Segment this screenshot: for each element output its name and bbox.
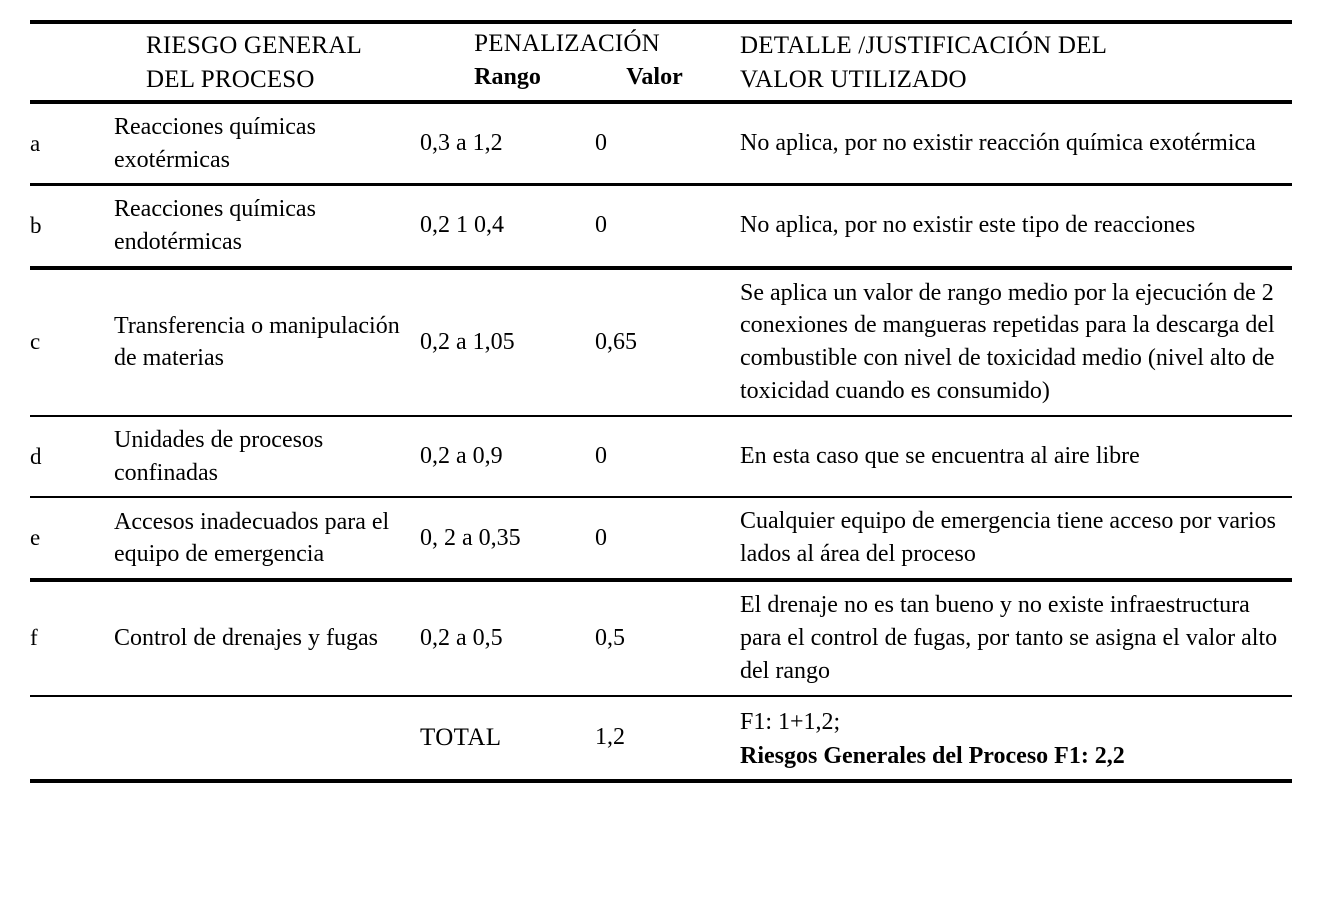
row-detalle: Se aplica un valor de rango medio por la ejecución de 2 conexiones de mangueras repetidas para la descarga del combustible con nivel de toxicidad medio (nivel alto de toxicidad cuando es consumido) <box>714 268 1292 417</box>
total-valor: 1,2 <box>595 696 714 781</box>
header-detalle-line2: VALOR UTILIZADO <box>740 65 967 93</box>
row-risk: Reacciones químicas endotérmicas <box>88 185 420 268</box>
row-risk: Accesos inadecuados para el equipo de emergencia <box>88 497 420 580</box>
row-valor: 0 <box>595 102 714 185</box>
total-detalle-line1: F1: 1+1,2; <box>740 708 841 735</box>
table-row <box>30 416 1292 497</box>
row-letter: b <box>30 185 88 268</box>
header-row <box>30 20 1292 102</box>
total-label: TOTAL <box>420 696 595 781</box>
total-detalle-line2: Riesgos Generales del Proceso F1: 2,2 <box>740 742 1125 769</box>
table-row <box>30 185 1292 268</box>
row-risk: Reacciones químicas exotérmicas <box>88 102 420 185</box>
header-risk <box>88 20 420 102</box>
header-detalle-line1: DETALLE /JUSTIFICACIÓN DEL <box>740 32 1108 59</box>
row-rango: 0,2 1 0,4 <box>420 185 595 268</box>
row-letter: f <box>30 580 88 696</box>
row-rango: 0,2 a 0,5 <box>420 580 595 696</box>
total-letter-spacer <box>30 696 88 781</box>
header-valor: Valor <box>626 63 683 90</box>
header-detalle <box>714 20 1292 102</box>
header-rango: Rango <box>474 63 541 90</box>
row-valor: 0 <box>595 185 714 268</box>
row-risk: Control de drenajes y fugas <box>88 580 420 696</box>
table-row <box>30 497 1292 580</box>
table-header <box>30 20 1292 102</box>
row-valor: 0,5 <box>595 580 714 696</box>
row-detalle: El drenaje no es tan bueno y no existe infraestructura para el control de fugas, por tanto se asigna el valor alto del rango <box>714 580 1292 696</box>
header-risk-line1: RIESGO GENERAL <box>146 32 362 59</box>
table-row <box>30 102 1292 185</box>
row-letter: c <box>30 268 88 417</box>
table-row <box>30 268 1292 417</box>
row-risk: Unidades de procesos confinadas <box>88 416 420 497</box>
table-row <box>30 580 1292 696</box>
row-detalle: En esta caso que se encuentra al aire libre <box>714 416 1292 497</box>
header-penalizacion: PENALIZACIÓN <box>474 29 660 57</box>
row-letter: e <box>30 497 88 580</box>
row-detalle: No aplica, por no existir este tipo de reacciones <box>714 185 1292 268</box>
risk-penalty-table <box>30 20 1292 783</box>
header-letter-spacer <box>30 20 88 102</box>
row-risk: Transferencia o manipulación de materias <box>88 268 420 417</box>
row-letter: d <box>30 416 88 497</box>
row-detalle: No aplica, por no existir reacción química exotérmica <box>714 102 1292 185</box>
table-body <box>30 102 1292 781</box>
header-risk-line2: DEL PROCESO <box>146 65 315 93</box>
row-letter: a <box>30 102 88 185</box>
header-penalizacion-group <box>420 20 714 102</box>
row-detalle: Cualquier equipo de emergencia tiene acceso por varios lados al área del proceso <box>714 497 1292 580</box>
table-total-row <box>30 696 1292 781</box>
total-risk-spacer <box>88 696 420 781</box>
row-rango: 0,3 a 1,2 <box>420 102 595 185</box>
row-rango: 0,2 a 0,9 <box>420 416 595 497</box>
row-valor: 0 <box>595 497 714 580</box>
total-detalle <box>714 696 1292 781</box>
row-valor: 0,65 <box>595 268 714 417</box>
row-rango: 0, 2 a 0,35 <box>420 497 595 580</box>
row-valor: 0 <box>595 416 714 497</box>
row-rango: 0,2 a 1,05 <box>420 268 595 417</box>
